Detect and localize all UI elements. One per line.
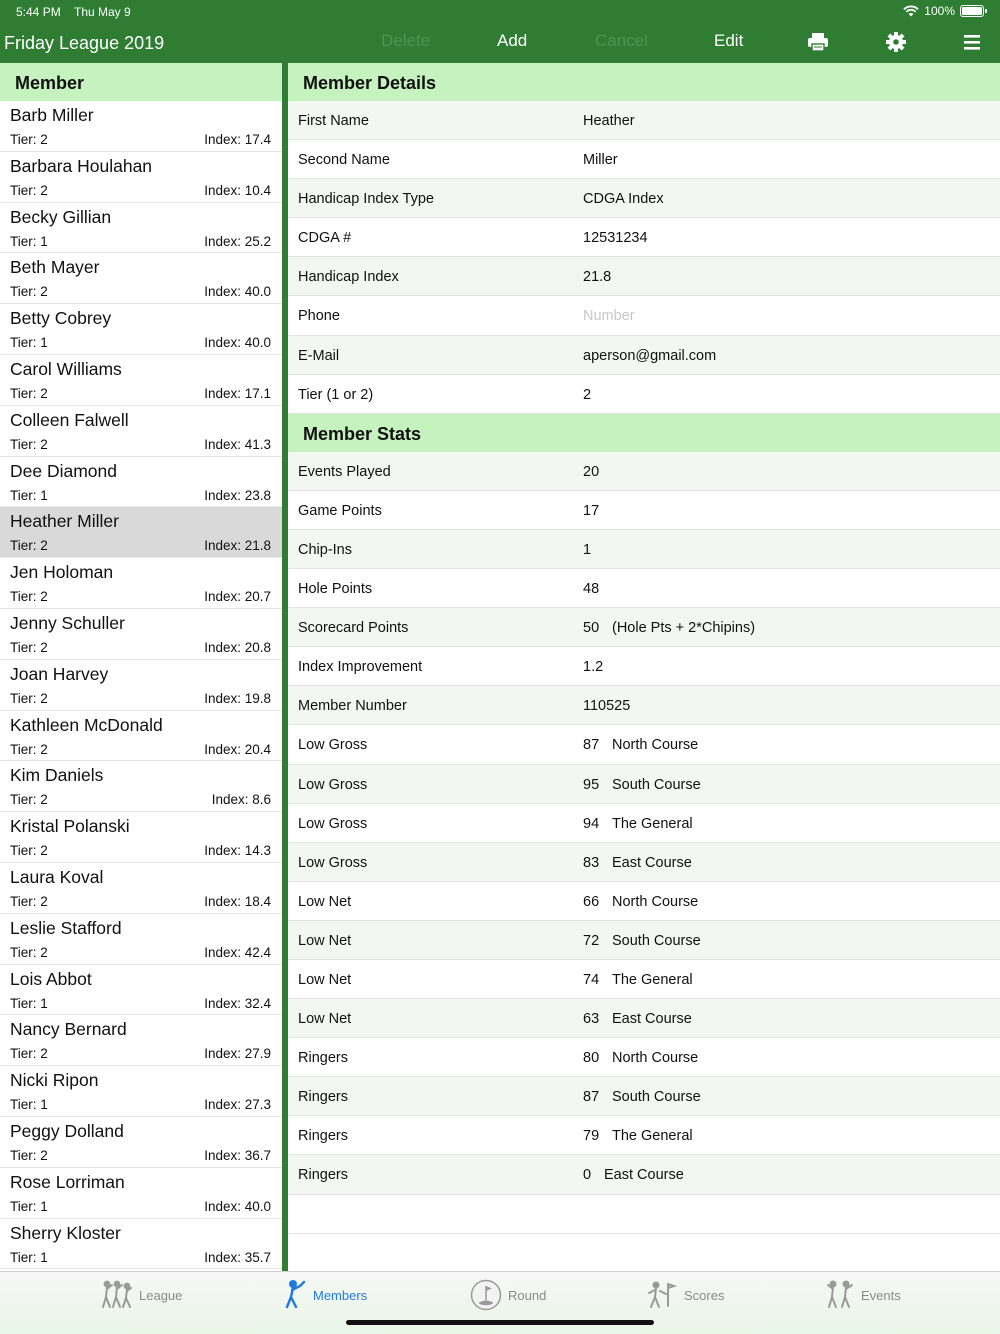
member-details-row[interactable] <box>288 375 1000 414</box>
member-list-item[interactable] <box>0 609 282 660</box>
member-tier: Tier: 2 <box>10 792 48 808</box>
field-value: 80 <box>583 1050 600 1067</box>
tab-league-label: League <box>139 1287 183 1303</box>
member-stats-row <box>288 1077 1000 1116</box>
member-details-rows <box>288 101 1000 414</box>
member-index: Index: 32.4 <box>204 995 271 1011</box>
field-value: 1.2 <box>583 659 604 676</box>
member-stats-row <box>288 843 1000 882</box>
member-stats-row <box>288 882 1000 921</box>
field-value: 87 <box>583 1089 600 1106</box>
member-index: Index: 20.7 <box>204 589 271 605</box>
field-value: 50 <box>583 620 600 637</box>
field-value: 48 <box>583 581 600 598</box>
member-stats-row <box>288 921 1000 960</box>
golf-ball-flag-icon <box>470 1279 502 1311</box>
member-list-item[interactable] <box>0 1219 282 1270</box>
field-label: First Name <box>298 113 369 129</box>
tab-scores-label: Scores <box>684 1287 725 1303</box>
member-tier: Tier: 2 <box>10 1147 48 1163</box>
member-stats-row <box>288 1195 1000 1234</box>
member-index: Index: 42.4 <box>204 944 271 960</box>
member-stats-row <box>288 452 1000 491</box>
member-tier: Tier: 2 <box>10 182 48 198</box>
field-value: 0 <box>583 1167 592 1184</box>
member-name: Joan Harvey <box>10 663 109 684</box>
tab-scores[interactable] <box>646 1278 724 1312</box>
member-list-item[interactable] <box>0 1015 282 1066</box>
member-name: Kathleen McDonald <box>10 714 163 735</box>
field-note: North Course <box>612 893 699 910</box>
member-tier: Tier: 2 <box>10 132 48 147</box>
member-name: Heather Miller <box>10 511 119 532</box>
member-index: Index: 19.8 <box>204 690 271 706</box>
tab-round[interactable] <box>470 1278 546 1312</box>
member-list-item[interactable] <box>0 558 282 609</box>
member-details-header: Member Details <box>288 63 1000 101</box>
member-index: Index: 20.8 <box>204 639 271 655</box>
member-stats-rows <box>288 452 1000 1234</box>
member-list-item[interactable] <box>0 711 282 762</box>
field-label: Handicap Index <box>298 269 399 286</box>
member-stats-row <box>288 999 1000 1038</box>
member-index: Index: 10.4 <box>204 182 271 198</box>
member-details-row[interactable] <box>288 336 1000 375</box>
member-list-item[interactable] <box>0 203 282 254</box>
member-name: Carol Williams <box>10 358 122 379</box>
member-name: Lois Abbot <box>10 968 92 989</box>
field-value: 1 <box>583 541 592 558</box>
member-details-row[interactable] <box>288 140 1000 179</box>
member-name: Kim Daniels <box>10 765 104 786</box>
member-stats-row <box>288 960 1000 999</box>
member-index: Index: 14.3 <box>204 843 271 859</box>
add-button[interactable]: Add <box>497 31 528 50</box>
member-list-item[interactable] <box>0 507 282 558</box>
field-note: East Course <box>612 854 692 871</box>
member-name: Colleen Falwell <box>10 409 129 430</box>
member-list-item[interactable] <box>0 914 282 965</box>
member-tier: Tier: 2 <box>10 944 48 960</box>
member-list-item[interactable] <box>0 1168 282 1219</box>
field-label: Low Gross <box>298 776 368 793</box>
battery-percent: 100% <box>924 4 955 18</box>
golfers-group-icon <box>99 1280 133 1310</box>
member-name: Sherry Kloster <box>10 1222 121 1243</box>
field-label: Chip-Ins <box>298 541 352 558</box>
field-label: Ringers <box>298 1050 348 1067</box>
member-list <box>0 63 282 1271</box>
field-value: 17 <box>583 502 600 519</box>
member-list-item[interactable] <box>0 965 282 1016</box>
member-index: Index: 17.1 <box>204 385 271 401</box>
member-tier: Tier: 1 <box>10 1198 48 1214</box>
field-label: Low Gross <box>298 854 368 871</box>
member-list-item[interactable] <box>0 253 282 304</box>
member-stats-row <box>288 686 1000 725</box>
member-details-row[interactable] <box>288 218 1000 257</box>
field-note: North Course <box>612 1050 699 1067</box>
member-name: Becky Gillian <box>10 206 112 227</box>
field-value: 79 <box>583 1128 600 1145</box>
member-tier: Tier: 2 <box>10 690 48 706</box>
member-stats-row <box>288 569 1000 608</box>
field-value[interactable]: 2 <box>583 386 592 403</box>
member-name: Barb Miller <box>10 105 94 125</box>
field-label: Member Number <box>298 698 407 715</box>
field-value: 110525 <box>583 698 631 715</box>
field-value: 74 <box>583 971 600 988</box>
field-label: Tier (1 or 2) <box>298 386 374 403</box>
member-details-panel <box>288 63 1000 1271</box>
field-note: The General <box>612 971 693 988</box>
golfers-pair-icon <box>825 1280 855 1310</box>
member-tier: Tier: 1 <box>10 233 48 249</box>
field-label: Ringers <box>298 1089 348 1106</box>
member-stats-row <box>288 1116 1000 1155</box>
field-label: Scorecard Points <box>298 620 409 637</box>
member-stats-row <box>288 1038 1000 1077</box>
field-label: E-Mail <box>298 347 340 364</box>
member-stats-header: Member Stats <box>288 414 1000 452</box>
field-note: (Hole Pts + 2*Chipins) <box>612 620 756 637</box>
member-list-item[interactable] <box>0 1066 282 1117</box>
field-value[interactable]: Miller <box>583 152 618 169</box>
member-list-item[interactable] <box>0 660 282 711</box>
member-name: Nancy Bernard <box>10 1019 127 1040</box>
field-label: Phone <box>298 308 340 325</box>
field-label: Low Gross <box>298 737 368 754</box>
tab-round-label: Round <box>508 1287 547 1303</box>
field-value[interactable]: 12531234 <box>583 230 648 247</box>
field-note: East Course <box>612 1011 692 1028</box>
tab-league[interactable] <box>99 1278 182 1312</box>
status-indicators <box>903 4 984 18</box>
member-name: Nicki Ripon <box>10 1070 99 1091</box>
tab-events-label: Events <box>861 1287 901 1303</box>
member-tier: Tier: 2 <box>10 893 48 909</box>
member-name: Barbara Houlahan <box>10 155 153 176</box>
field-label: Low Net <box>298 932 352 949</box>
field-label: Low Net <box>298 971 352 988</box>
member-list-item[interactable] <box>0 812 282 863</box>
member-index: Index: 35.7 <box>204 1249 271 1265</box>
member-name: Jenny Schuller <box>10 612 125 633</box>
field-value: 83 <box>583 854 600 871</box>
member-stats-row <box>288 804 1000 843</box>
member-stats-row <box>288 765 1000 804</box>
gear-icon[interactable] <box>885 32 907 52</box>
field-note: The General <box>612 815 693 832</box>
member-list-item[interactable] <box>0 304 282 355</box>
golfer-chip-icon <box>646 1280 678 1310</box>
member-name: Laura Koval <box>10 866 104 887</box>
member-name: Kristal Polanski <box>10 816 130 837</box>
app-title: Friday League 2019 <box>4 33 165 53</box>
field-label: Index Improvement <box>298 659 423 676</box>
top-navigation-bar <box>0 0 1000 63</box>
member-tier: Tier: 2 <box>10 589 48 605</box>
field-label: Low Gross <box>298 815 368 832</box>
delete-button[interactable]: Delete <box>381 31 431 50</box>
member-list-item[interactable] <box>0 863 282 914</box>
field-note: East Course <box>604 1167 684 1184</box>
status-date: Thu May 9 <box>74 5 131 19</box>
member-name: Betty Cobrey <box>10 308 112 329</box>
tab-members[interactable] <box>281 1278 367 1312</box>
tab-events[interactable] <box>825 1278 901 1312</box>
field-label: Events Played <box>298 463 391 480</box>
field-note: South Course <box>612 932 701 949</box>
home-indicator <box>346 1320 654 1325</box>
member-name: Leslie Stafford <box>10 917 122 938</box>
member-list-item[interactable] <box>0 457 282 508</box>
member-index: Index: 25.2 <box>204 233 271 249</box>
member-details-row[interactable] <box>288 257 1000 296</box>
field-value: 95 <box>583 776 600 793</box>
member-index: Index: 20.4 <box>204 741 271 757</box>
member-tier: Tier: 2 <box>10 385 48 401</box>
member-tier: Tier: 2 <box>10 436 48 452</box>
member-tier: Tier: 2 <box>10 1046 48 1062</box>
member-tier: Tier: 1 <box>10 995 48 1011</box>
member-stats-row <box>288 491 1000 530</box>
member-index: Index: 27.3 <box>204 1097 271 1113</box>
field-label: Game Points <box>298 502 382 519</box>
member-name: Beth Mayer <box>10 257 100 278</box>
member-index: Index: 36.7 <box>204 1147 271 1163</box>
member-list-item[interactable] <box>0 1117 282 1168</box>
field-note: North Course <box>612 737 699 754</box>
member-tier: Tier: 2 <box>10 639 48 655</box>
member-index: Index: 17.4 <box>204 132 271 147</box>
field-note: The General <box>612 1128 693 1145</box>
member-index: Index: 41.3 <box>204 436 271 452</box>
field-value: 63 <box>583 1011 600 1028</box>
member-list-item[interactable] <box>0 406 282 457</box>
field-value: 87 <box>583 737 600 754</box>
member-list-item[interactable] <box>0 152 282 203</box>
member-details-row[interactable] <box>288 179 1000 218</box>
member-list-item[interactable] <box>0 101 282 152</box>
member-name: Rose Lorriman <box>10 1171 125 1192</box>
field-label: CDGA # <box>298 230 352 247</box>
member-tier: Tier: 2 <box>10 538 48 554</box>
printer-icon[interactable] <box>807 32 829 52</box>
member-tier: Tier: 1 <box>10 487 48 503</box>
member-index: Index: 18.4 <box>204 893 271 909</box>
menu-icon[interactable] <box>962 32 984 52</box>
field-value: 72 <box>583 932 600 949</box>
member-index: Index: 27.9 <box>204 1046 271 1062</box>
member-index: Index: 40.0 <box>204 1198 271 1214</box>
field-placeholder[interactable]: Number <box>583 308 635 325</box>
field-label: Low Net <box>298 893 352 910</box>
field-label: Hole Points <box>298 581 373 598</box>
field-note: South Course <box>612 776 701 793</box>
member-stats-row <box>288 1155 1000 1194</box>
member-name: Dee Diamond <box>10 460 117 481</box>
member-tier: Tier: 1 <box>10 1249 48 1265</box>
field-value: 66 <box>583 893 600 910</box>
field-label: Ringers <box>298 1128 348 1145</box>
battery-icon <box>960 5 984 17</box>
member-details-row[interactable] <box>288 101 1000 140</box>
member-rows <box>0 101 282 1269</box>
wifi-icon <box>903 5 919 17</box>
tab-members-label: Members <box>313 1287 368 1303</box>
member-tier: Tier: 2 <box>10 741 48 757</box>
field-value[interactable]: Heather <box>583 113 635 129</box>
field-value[interactable]: aperson@gmail.com <box>583 347 717 364</box>
member-list-item[interactable] <box>0 761 282 812</box>
member-list-header: Member <box>0 63 282 101</box>
member-tier: Tier: 1 <box>10 1097 48 1113</box>
field-value[interactable]: CDGA Index <box>583 191 664 208</box>
status-time: 5:44 PM <box>16 5 61 19</box>
field-label: Handicap Index Type <box>298 191 434 208</box>
field-label: Ringers <box>298 1167 348 1184</box>
member-name: Jen Holoman <box>10 562 114 583</box>
field-note: South Course <box>612 1089 701 1106</box>
member-stats-row <box>288 725 1000 764</box>
field-value: 20 <box>583 463 600 480</box>
member-index: Index: 40.0 <box>204 335 271 351</box>
member-index: Index: 8.6 <box>211 792 271 808</box>
member-tier: Tier: 2 <box>10 843 48 859</box>
member-index: Index: 21.8 <box>204 538 271 554</box>
field-label: Low Net <box>298 1011 352 1028</box>
member-stats-row <box>288 530 1000 569</box>
field-value: 94 <box>583 815 600 832</box>
member-index: Index: 23.8 <box>204 487 271 503</box>
member-name: Peggy Dolland <box>10 1120 124 1141</box>
golfer-swing-icon <box>281 1280 307 1310</box>
member-list-item[interactable] <box>0 355 282 406</box>
member-stats-row <box>288 608 1000 647</box>
member-tier: Tier: 2 <box>10 284 48 300</box>
field-value[interactable]: 21.8 <box>583 269 612 286</box>
member-index: Index: 40.0 <box>204 284 271 300</box>
member-stats-row <box>288 647 1000 686</box>
member-details-row[interactable] <box>288 296 1000 335</box>
cancel-button[interactable]: Cancel <box>595 31 648 50</box>
member-tier: Tier: 1 <box>10 335 48 351</box>
field-label: Second Name <box>298 152 390 169</box>
edit-button[interactable]: Edit <box>714 31 744 50</box>
